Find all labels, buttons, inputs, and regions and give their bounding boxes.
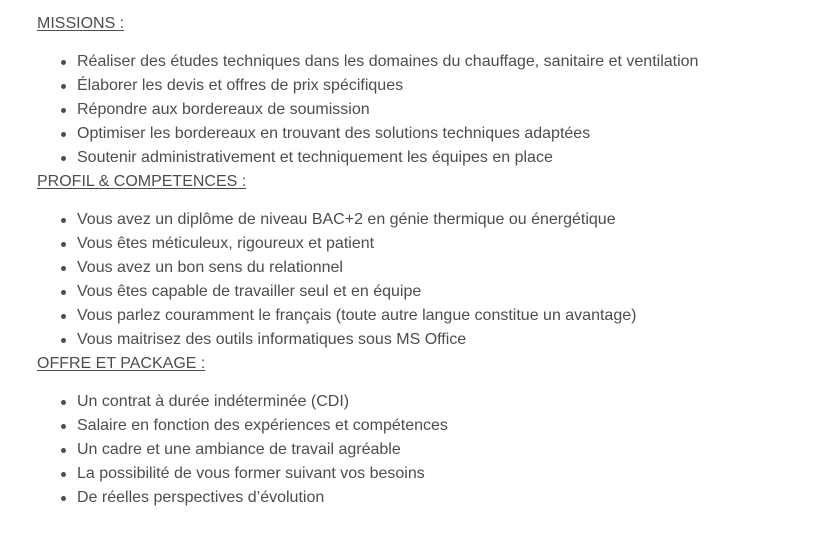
bullet-icon (61, 242, 66, 247)
section-title: MISSIONS : (37, 15, 125, 32)
list-item-text: Un cadre et une ambiance de travail agréable (77, 441, 401, 458)
list-item-text: De réelles perspectives d’évolution (77, 489, 325, 506)
missions-list (37, 50, 837, 170)
bullet-icon (61, 338, 66, 343)
bullet-icon (61, 60, 66, 65)
list-item-text: Élaborer les devis et offres de prix spécifiques (77, 77, 404, 94)
list-item-text: Vous avez un bon sens du relationnel (77, 259, 343, 276)
section-profil-competences (37, 170, 837, 352)
list-item-text: La possibilité de vous former suivant vos besoins (77, 465, 425, 482)
bullet-icon (61, 132, 66, 137)
bullet-icon (61, 448, 66, 453)
list-item-text: Vous êtes méticuleux, rigoureux et patient (77, 235, 375, 252)
list-item-text: Optimiser les bordereaux en trouvant des solutions techniques adaptées (77, 125, 591, 142)
list-item (37, 208, 837, 232)
bullet-icon (61, 266, 66, 271)
list-item-text: Répondre aux bordereaux de soumission (77, 101, 370, 118)
list-item (37, 328, 837, 352)
section-title: OFFRE ET PACKAGE : (37, 355, 206, 372)
list-item (37, 146, 837, 170)
list-item (37, 122, 837, 146)
list-item-text: Salaire en fonction des expériences et compétences (77, 417, 448, 434)
list-item (37, 98, 837, 122)
list-item (37, 486, 837, 510)
bullet-icon (61, 218, 66, 223)
list-item-text: Un contrat à durée indéterminée (CDI) (77, 393, 350, 410)
list-item (37, 232, 837, 256)
list-item (37, 280, 837, 304)
list-item (37, 74, 837, 98)
list-item (37, 50, 837, 74)
bullet-icon (61, 424, 66, 429)
list-item (37, 462, 837, 486)
bullet-icon (61, 156, 66, 161)
profil-list (37, 208, 837, 352)
bullet-icon (61, 290, 66, 295)
offre-list (37, 390, 837, 510)
list-item-text: Vous maitrisez des outils informatiques sous MS Office (77, 331, 467, 348)
bullet-icon (61, 400, 66, 405)
list-item (37, 256, 837, 280)
bullet-icon (61, 314, 66, 319)
list-item-text: Vous avez un diplôme de niveau BAC+2 en génie thermique ou énergétique (77, 211, 616, 228)
bullet-icon (61, 108, 66, 113)
bullet-icon (61, 472, 66, 477)
list-item (37, 438, 837, 462)
section-title: PROFIL & COMPETENCES : (37, 173, 247, 190)
list-item-text: Soutenir administrativement et techniquement les équipes en place (77, 149, 553, 166)
list-item (37, 304, 837, 328)
section-missions (37, 12, 837, 170)
list-item-text: Vous êtes capable de travailler seul et en équipe (77, 283, 422, 300)
bullet-icon (61, 496, 66, 501)
bullet-icon (61, 84, 66, 89)
list-item-text: Vous parlez couramment le français (toute autre langue constitue un avantage) (77, 307, 637, 324)
list-item (37, 390, 837, 414)
list-item (37, 414, 837, 438)
list-item-text: Réaliser des études techniques dans les domaines du chauffage, sanitaire et ventilation (77, 53, 699, 70)
section-offre-package (37, 352, 837, 510)
